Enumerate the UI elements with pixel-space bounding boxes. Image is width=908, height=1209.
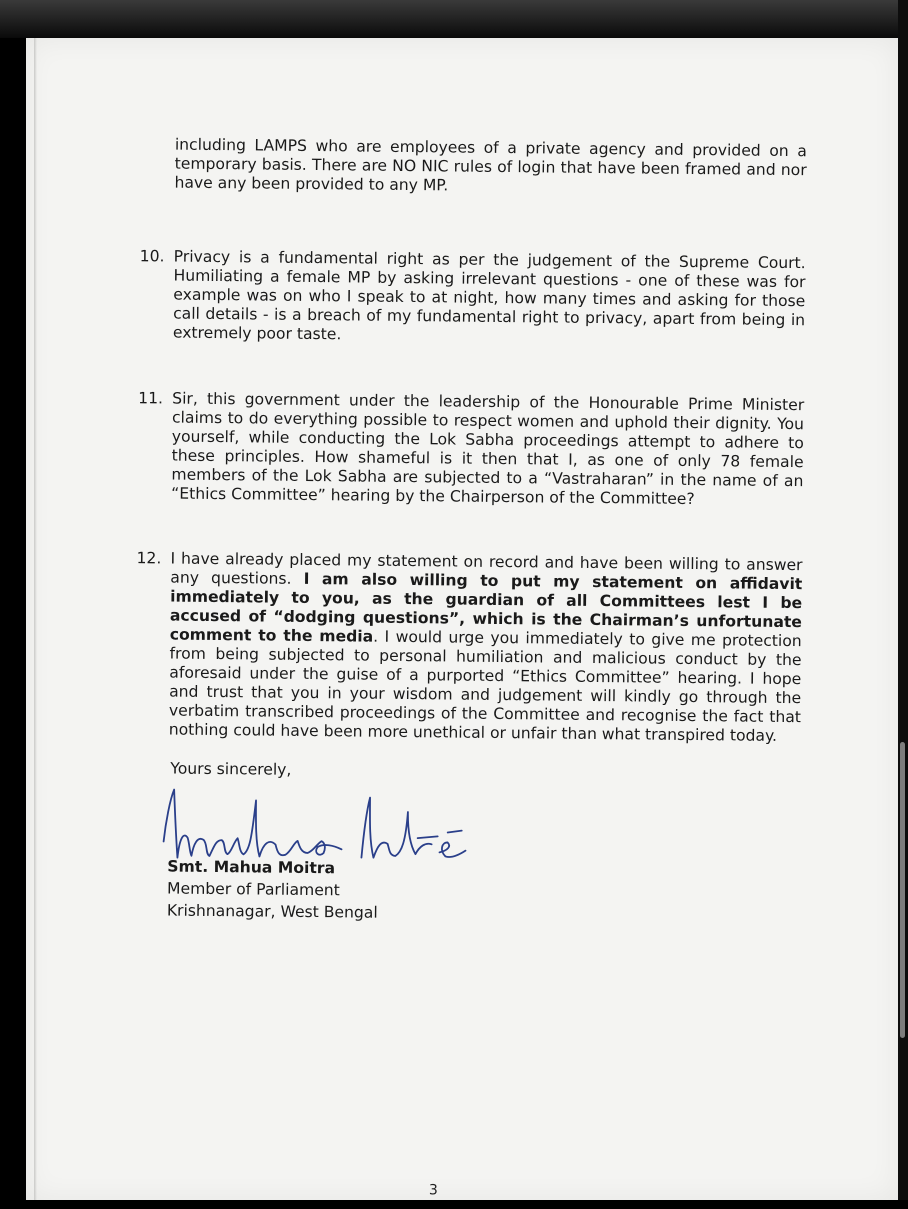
- viewer-top-bar: [0, 0, 908, 38]
- signatory-name: Smt. Mahua Moitra: [167, 857, 336, 878]
- page-number: 3: [428, 1182, 438, 1199]
- scrollbar-track[interactable]: [898, 0, 908, 1200]
- item-text: Sir, this government under the leadership of the Honourable Prime Minister claims to do everything possible to respect women and uphold their dignity. You yourself, while conducting the Lok Sabha proceedings attempt to adhere to these principles. How shameful is it then that I, as one of only 78 female members of the Lok Sabha are subjected to a “Vastraharan” in the name of an “Ethics Committee” hearing by the Chairperson of the Committee?: [171, 389, 805, 509]
- item-text-part: I have already placed my statement on record and have been willing to answer any questions.: [170, 549, 803, 588]
- item-text: Privacy is a fundamental right as per the judgement of the Supreme Court. Humiliating a female MP by asking irrelevant questions - one of these was for example was on who I speak to at night, how many times and asking for those call details - is a breach of my fundamental right to privacy, apart from being in extremely poor taste.: [172, 247, 806, 344]
- list-item-12: [135, 549, 803, 746]
- item-bold-text: I am also willing to put my statement on affidavit immediately to you, as the guardian of all Committees lest I be accused of “dodging questions”, which is the Chairman’s unfortunate comment to the media: [169, 569, 803, 646]
- list-item-11: [137, 389, 804, 510]
- scrollbar-thumb[interactable]: [900, 742, 905, 1038]
- closing-salutation: Yours sincerely,: [170, 759, 292, 779]
- signatory-constituency: Krishnanagar, West Bengal: [166, 901, 378, 922]
- list-item-10: [139, 247, 806, 349]
- page-content: [14, 38, 898, 1209]
- item-text-part: . I would urge you immediately to give me protection from being subjected to personal humiliation and malicious conduct by the aforesaid under the guise of a purported “Ethics Committee” hearing. I hope and trust that you in your wisdom and judgement will kindly go through the verbatim transcribed proceedings of the Committee and recognise the fact that nothing could have been more unethical or unfair than what transpired today.: [168, 627, 802, 745]
- item-number: 12.: [136, 549, 162, 568]
- signature-block: [167, 856, 379, 924]
- item-number: 11.: [138, 389, 164, 408]
- item-number: 10.: [139, 247, 165, 266]
- scanned-letter-page: [26, 38, 898, 1200]
- item-text: [169, 550, 803, 747]
- lead-paragraph: including LAMPS who are employees of a private agency and provided on a temporary basis. There are NO NIC rules of login that have been framed and nor have any been provided to any MP.: [174, 135, 807, 195]
- signatory-title: Member of Parliament: [167, 879, 340, 900]
